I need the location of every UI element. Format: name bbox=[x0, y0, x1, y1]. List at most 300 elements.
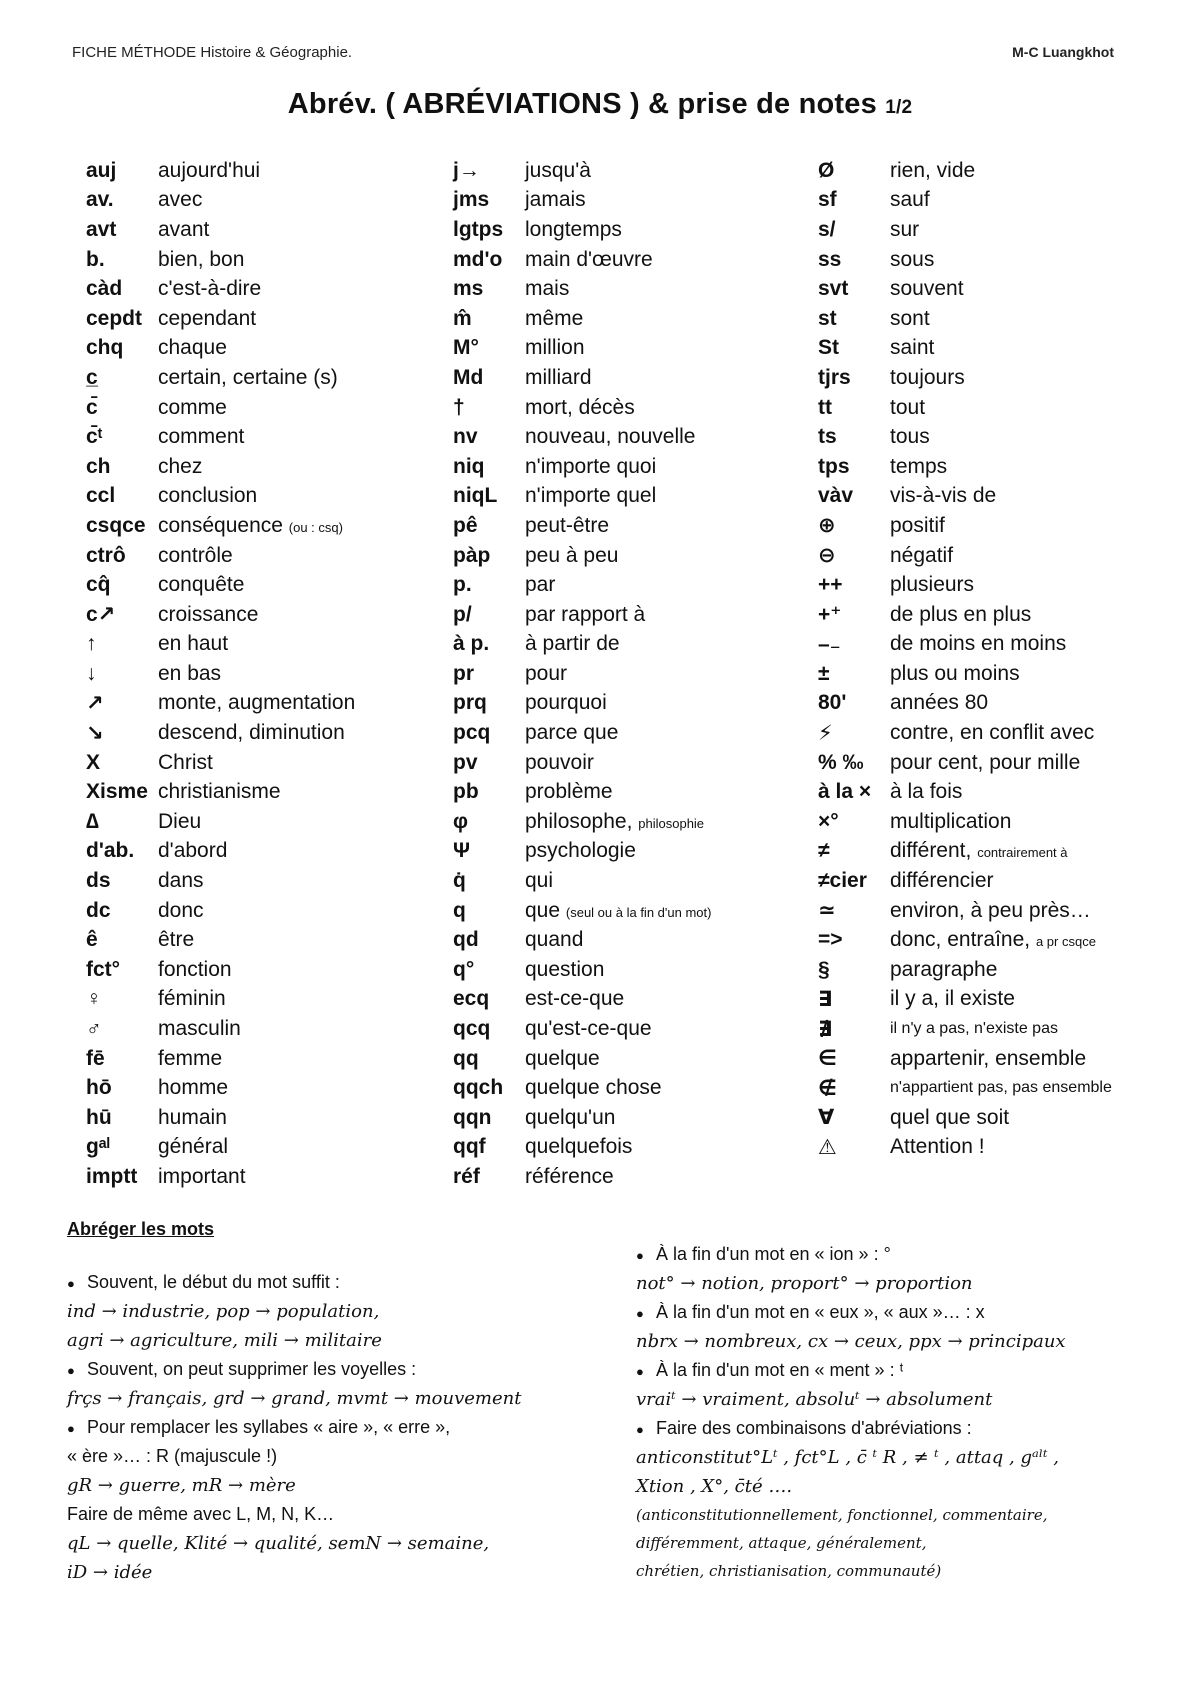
abbr-row bbox=[453, 896, 711, 926]
abbr-symbol: ♂ bbox=[86, 1017, 102, 1041]
abbr-meaning bbox=[890, 839, 1068, 863]
abbr-meaning-text: fonction bbox=[158, 957, 232, 981]
rule-line bbox=[67, 1355, 607, 1384]
abbr-symbol: ∆ bbox=[86, 809, 99, 833]
abbr-symbol: à la × bbox=[818, 780, 872, 804]
abbr-meaning bbox=[158, 839, 227, 863]
abbr-meaning bbox=[890, 1079, 1112, 1097]
abbr-row bbox=[818, 955, 1112, 985]
abbr-meaning-text: homme bbox=[158, 1076, 229, 1100]
abbr-row bbox=[453, 274, 711, 304]
notes-left bbox=[67, 1268, 607, 1587]
abbr-meaning bbox=[525, 958, 604, 982]
abbr-symbol: Ψ bbox=[453, 839, 470, 863]
abbr-row bbox=[453, 1044, 711, 1074]
abbr-meaning-text: parce que bbox=[525, 721, 619, 745]
abbr-symbol: svt bbox=[818, 277, 849, 301]
abbr-meaning bbox=[158, 1076, 228, 1100]
abbr-symbol: nv bbox=[453, 425, 478, 449]
abbr-row bbox=[818, 452, 1112, 482]
abbr-meaning-text: quelque bbox=[525, 1046, 600, 1070]
abbr-row bbox=[453, 807, 711, 837]
abbr-row bbox=[818, 807, 1112, 837]
abbr-symbol: p/ bbox=[453, 602, 472, 626]
abbr-row bbox=[86, 689, 355, 719]
abbr-symbol: ccl bbox=[86, 484, 116, 508]
abbr-column-2 bbox=[453, 156, 711, 1192]
abbr-meaning-text: avec bbox=[158, 188, 203, 212]
abbr-meaning-text: tout bbox=[890, 395, 926, 419]
abbr-meaning bbox=[158, 307, 256, 331]
abbr-meaning bbox=[525, 1106, 615, 1130]
abbr-symbol: Ø bbox=[818, 158, 835, 182]
abbr-meaning-text: quand bbox=[525, 928, 584, 952]
abbr-meaning bbox=[525, 869, 553, 893]
abbr-meaning-text: pourquoi bbox=[525, 691, 607, 715]
abbr-row bbox=[818, 659, 1112, 689]
abbr-symbol: tt bbox=[818, 395, 832, 419]
abbr-symbol: jms bbox=[453, 188, 490, 212]
title-main: Abrév. ( ABRÉVIATIONS ) & prise de notes bbox=[287, 88, 877, 120]
abbr-symbol: q̇ bbox=[453, 869, 466, 893]
abbr-meaning-text: différent, bbox=[890, 839, 972, 863]
abbr-symbol: fct° bbox=[86, 957, 121, 981]
abbr-row bbox=[818, 363, 1112, 393]
abbr-symbol: ↘ bbox=[86, 721, 104, 745]
abbr-meaning bbox=[525, 1017, 652, 1041]
abbr-symbol: c̄ᵗ bbox=[86, 425, 103, 449]
abbr-row bbox=[453, 482, 711, 512]
abbr-meaning bbox=[158, 603, 258, 627]
abbr-meaning-text: n'appartient pas, pas ensemble bbox=[890, 1079, 1112, 1097]
abbr-meaning-text: christianisme bbox=[158, 780, 281, 804]
bullet-icon: ● bbox=[636, 1364, 644, 1379]
abbr-row bbox=[86, 748, 355, 778]
abbr-meaning-text: qu'est-ce-que bbox=[525, 1017, 652, 1041]
abbr-symbol: ⊖ bbox=[818, 544, 836, 568]
abbr-meaning bbox=[525, 218, 622, 242]
abbr-symbol: % ‰ bbox=[818, 750, 864, 774]
abbr-symbol: ch bbox=[86, 454, 111, 478]
abbr-row bbox=[86, 304, 355, 334]
abbr-meaning-text: féminin bbox=[158, 987, 226, 1011]
abbr-row bbox=[453, 1103, 711, 1133]
abbr-symbol: vàv bbox=[818, 484, 854, 508]
abbr-meaning-text: souvent bbox=[890, 277, 964, 301]
abbr-symbol: ↓ bbox=[86, 661, 97, 685]
abbr-meaning bbox=[525, 544, 618, 568]
abbr-meaning-text: question bbox=[525, 957, 605, 981]
abbr-meaning-text: général bbox=[158, 1135, 229, 1159]
abbr-symbol: p. bbox=[453, 573, 472, 597]
abbr-meaning-text: temps bbox=[890, 454, 948, 478]
abbr-symbol: ecq bbox=[453, 987, 490, 1011]
abbr-symbol: ⚡ bbox=[818, 721, 833, 745]
abbr-symbol: ⊕ bbox=[818, 514, 836, 538]
abbr-meaning-text: sous bbox=[890, 247, 935, 271]
abbr-meaning bbox=[525, 425, 695, 449]
abbr-meaning-text: milliard bbox=[525, 365, 592, 389]
abbr-symbol: qcq bbox=[453, 1017, 491, 1041]
abbr-row bbox=[818, 837, 1112, 867]
rule-line: « ère »… : R (majuscule !) bbox=[67, 1446, 278, 1466]
abbr-row bbox=[818, 748, 1112, 778]
rule-text: Souvent, le début du mot suffit : bbox=[87, 1272, 340, 1292]
abbr-symbol: md'o bbox=[453, 247, 503, 271]
abbr-symbol: j→ bbox=[453, 158, 480, 182]
abbr-meaning bbox=[525, 691, 607, 715]
abbr-row bbox=[453, 1133, 711, 1163]
abbr-row bbox=[86, 393, 355, 423]
abbr-row bbox=[818, 600, 1112, 630]
rule-line bbox=[67, 1268, 607, 1297]
abbr-meaning bbox=[890, 603, 1031, 627]
abbr-row bbox=[86, 274, 355, 304]
abbr-meaning bbox=[525, 632, 620, 656]
abbr-row bbox=[86, 837, 355, 867]
abbr-row bbox=[86, 866, 355, 896]
abbr-meaning bbox=[158, 1047, 222, 1071]
example-line: vraiᵗ → vraiment, absoluᵗ → absolument bbox=[636, 1389, 993, 1410]
rule-line bbox=[636, 1298, 1156, 1327]
example-line: anticonstitut°Lᵗ , fct°L , c̄ ᵗ R , ≠ ᵗ , attaq , gᵃˡᵗ , bbox=[636, 1447, 1059, 1468]
abbr-meaning-text: tous bbox=[890, 425, 930, 449]
abbr-column-3 bbox=[818, 156, 1112, 1162]
abbr-row bbox=[818, 393, 1112, 423]
abbr-meaning-text: même bbox=[525, 306, 584, 330]
abbr-symbol: ± bbox=[818, 661, 830, 685]
example-line: gR → guerre, mR → mère bbox=[67, 1475, 296, 1496]
abbr-meaning-text: de moins en moins bbox=[890, 632, 1067, 656]
abbr-row bbox=[453, 570, 711, 600]
abbr-meaning-text: donc bbox=[158, 898, 204, 922]
abbr-symbol: ds bbox=[86, 869, 111, 893]
abbr-meaning-text: négatif bbox=[890, 543, 954, 567]
abbr-meaning-text: masculin bbox=[158, 1017, 241, 1041]
abbr-meaning-text: en bas bbox=[158, 661, 222, 685]
abbr-symbol: ctrô bbox=[86, 543, 126, 567]
abbr-symbol: ↗ bbox=[86, 691, 104, 715]
abbr-symbol: av. bbox=[86, 188, 114, 212]
abbr-row bbox=[453, 186, 711, 216]
abbr-meaning-text: conclusion bbox=[158, 484, 258, 508]
abbr-row bbox=[818, 245, 1112, 275]
abbr-symbol: fē bbox=[86, 1046, 105, 1070]
abbr-meaning-text: paragraphe bbox=[890, 957, 998, 981]
abbr-row bbox=[818, 541, 1112, 571]
abbr-meaning-text: plus ou moins bbox=[890, 661, 1020, 685]
abbr-row bbox=[86, 215, 355, 245]
abbr-symbol: ≠ bbox=[818, 839, 830, 863]
abbr-meaning bbox=[158, 188, 202, 212]
header-right: M-C Luangkhot bbox=[1012, 44, 1114, 60]
abbr-row bbox=[453, 748, 711, 778]
abbr-meaning-text: en haut bbox=[158, 632, 229, 656]
abbr-meaning-text: vis-à-vis de bbox=[890, 484, 997, 508]
abbr-meaning bbox=[890, 1106, 1009, 1130]
abbr-meaning bbox=[158, 987, 226, 1011]
abbr-row bbox=[86, 482, 355, 512]
abbr-meaning bbox=[158, 544, 233, 568]
abbr-row bbox=[86, 245, 355, 275]
bullet-icon: ● bbox=[636, 1422, 644, 1437]
abbr-symbol: b. bbox=[86, 247, 105, 271]
abbr-symbol: qq bbox=[453, 1046, 479, 1070]
abbr-row bbox=[453, 304, 711, 334]
abbr-row bbox=[86, 807, 355, 837]
abbr-meaning-text: million bbox=[525, 336, 585, 360]
abbr-symbol: réf bbox=[453, 1164, 480, 1188]
abbr-meaning bbox=[525, 751, 594, 775]
abbr-symbol: chq bbox=[86, 336, 124, 360]
abbr-note: philosophie bbox=[638, 815, 705, 831]
abbr-meaning bbox=[158, 277, 261, 301]
abbr-meaning bbox=[890, 484, 996, 508]
abbr-symbol: +⁺ bbox=[818, 603, 842, 627]
abbr-symbol: prq bbox=[453, 691, 487, 715]
abbr-row bbox=[86, 1044, 355, 1074]
abbr-row bbox=[818, 304, 1112, 334]
rule-text: Souvent, on peut supprimer les voyelles : bbox=[87, 1359, 417, 1379]
abbr-meaning-text: peut-être bbox=[525, 513, 610, 537]
abbr-meaning bbox=[890, 455, 947, 479]
example-line: qL → quelle, Klité → qualité, semN → semaine, bbox=[67, 1533, 490, 1554]
abbr-row bbox=[818, 422, 1112, 452]
abbr-meaning-text: conquête bbox=[158, 573, 245, 597]
abbr-meaning-text: il y a, il existe bbox=[890, 987, 1015, 1011]
abbr-symbol: q° bbox=[453, 957, 475, 981]
abbr-meaning-text: jusqu'à bbox=[525, 158, 591, 182]
abbr-meaning-text: c'est-à-dire bbox=[158, 277, 262, 301]
example-line: iD → idée bbox=[67, 1562, 153, 1583]
abbr-meaning-text: conséquence bbox=[158, 513, 283, 537]
abbr-meaning bbox=[890, 751, 1080, 775]
abbr-row bbox=[818, 896, 1112, 926]
abbr-meaning bbox=[158, 721, 345, 745]
example-line: Xtion , X°, c̄té …. bbox=[636, 1476, 793, 1497]
abbr-symbol: ∄ bbox=[818, 1017, 833, 1041]
abbr-meaning bbox=[525, 839, 636, 863]
example-line: (anticonstitutionnellement, fonctionnel, commentaire, bbox=[636, 1506, 1048, 1524]
abbr-meaning-text: quelqu'un bbox=[525, 1105, 616, 1129]
abbr-meaning bbox=[525, 1047, 600, 1071]
abbr-meaning bbox=[525, 1135, 632, 1159]
abbr-row bbox=[86, 570, 355, 600]
abbr-meaning-text: philosophe, bbox=[525, 809, 633, 833]
abbr-meaning-text: toujours bbox=[890, 365, 965, 389]
abbr-row bbox=[453, 1162, 711, 1192]
abbr-row bbox=[818, 630, 1112, 660]
abbr-row bbox=[86, 985, 355, 1015]
example-line: ind → industrie, pop → population, bbox=[67, 1301, 380, 1322]
abbr-meaning bbox=[890, 248, 934, 272]
abbr-symbol: c̲ bbox=[86, 365, 98, 389]
abbr-symbol: qqf bbox=[453, 1135, 486, 1159]
abbr-meaning bbox=[890, 780, 962, 804]
abbr-symbol: pàp bbox=[453, 543, 491, 567]
abbr-row bbox=[818, 1133, 1112, 1163]
abbr-row bbox=[453, 215, 711, 245]
abbr-row bbox=[818, 511, 1112, 541]
abbr-meaning-text: problème bbox=[525, 780, 613, 804]
abbr-row bbox=[86, 1103, 355, 1133]
abbr-meaning bbox=[158, 780, 281, 804]
bullet-icon: ● bbox=[67, 1421, 75, 1436]
abbr-meaning bbox=[890, 810, 1011, 834]
abbr-row bbox=[86, 1162, 355, 1192]
abbr-meaning-text: peu à peu bbox=[525, 543, 619, 567]
abbr-column-1 bbox=[86, 156, 355, 1192]
abbr-meaning bbox=[890, 544, 953, 568]
abbr-meaning bbox=[890, 958, 997, 982]
abbr-meaning-text: positif bbox=[890, 513, 945, 537]
abbr-note: (ou : csq) bbox=[288, 519, 343, 535]
abbr-meaning bbox=[525, 307, 583, 331]
abbr-meaning-text: n'importe quoi bbox=[525, 454, 657, 478]
abbr-meaning-text: quel que soit bbox=[890, 1105, 1010, 1129]
abbr-meaning-text: aujourd'hui bbox=[158, 158, 261, 182]
abbr-meaning bbox=[525, 603, 645, 627]
abbr-row bbox=[818, 777, 1112, 807]
abbr-symbol: tjrs bbox=[818, 365, 851, 389]
rule-text: Pour remplacer les syllabes « aire », « erre », bbox=[87, 1417, 451, 1437]
abbr-row bbox=[86, 630, 355, 660]
abbr-meaning-text: quelquefois bbox=[525, 1135, 633, 1159]
abbr-row bbox=[86, 600, 355, 630]
abbr-symbol: auj bbox=[86, 158, 117, 182]
abbr-meaning-text: mort, décès bbox=[525, 395, 635, 419]
abbr-symbol: –₋ bbox=[818, 632, 841, 656]
abbr-row bbox=[453, 600, 711, 630]
abbr-row bbox=[453, 925, 711, 955]
abbr-meaning bbox=[158, 1106, 227, 1130]
abbr-meaning bbox=[158, 514, 343, 538]
abbr-row bbox=[453, 422, 711, 452]
abbr-symbol: c↗ bbox=[86, 603, 116, 627]
abbr-meaning-text: sauf bbox=[890, 188, 930, 212]
abbr-meaning bbox=[158, 928, 194, 952]
abbr-row bbox=[818, 985, 1112, 1015]
abbr-meaning bbox=[890, 987, 1015, 1011]
abbr-symbol: pv bbox=[453, 750, 478, 774]
abbr-meaning-text: Dieu bbox=[158, 809, 202, 833]
bullet-icon: ● bbox=[67, 1363, 75, 1378]
abbr-symbol: St bbox=[818, 336, 839, 360]
abbr-meaning-text: il n'y a pas, n'existe pas bbox=[890, 1020, 1058, 1038]
header-left: FICHE MÉTHODE Histoire & Géographie. bbox=[72, 44, 353, 61]
abbr-meaning-text: avant bbox=[158, 217, 210, 241]
example-line: frçs → français, grd → grand, mvmt → mouvement bbox=[67, 1388, 522, 1409]
abbr-row bbox=[86, 955, 355, 985]
abbr-meaning bbox=[525, 514, 609, 538]
abbr-row bbox=[453, 837, 711, 867]
abbr-meaning bbox=[525, 277, 569, 301]
bullet-icon: ● bbox=[636, 1248, 644, 1263]
abbr-meaning bbox=[890, 396, 925, 420]
abbr-symbol: φ bbox=[453, 809, 469, 833]
abbr-row bbox=[86, 777, 355, 807]
abbr-symbol: ♀ bbox=[86, 987, 102, 1011]
abbr-meaning bbox=[158, 455, 202, 479]
abbr-meaning-text: par rapport à bbox=[525, 602, 646, 626]
abbr-meaning bbox=[525, 366, 592, 390]
abbr-meaning bbox=[890, 573, 974, 597]
abbr-meaning-text: chez bbox=[158, 454, 203, 478]
abbr-meaning-text: pour cent, pour mille bbox=[890, 750, 1081, 774]
abbr-meaning bbox=[158, 425, 244, 449]
abbr-note: (seul ou à la fin d'un mot) bbox=[565, 904, 712, 920]
abbr-row bbox=[453, 866, 711, 896]
abbr-meaning-text: saint bbox=[890, 336, 935, 360]
abbr-meaning bbox=[158, 1017, 241, 1041]
abbr-meaning bbox=[525, 928, 583, 952]
abbr-symbol: à p. bbox=[453, 632, 490, 656]
abbr-meaning-text: à la fois bbox=[890, 780, 963, 804]
abbr-meaning-text: à partir de bbox=[525, 632, 620, 656]
abbr-symbol: imptt bbox=[86, 1164, 138, 1188]
abbr-row bbox=[818, 482, 1112, 512]
abbr-meaning bbox=[158, 396, 227, 420]
abbr-row bbox=[818, 718, 1112, 748]
abbr-symbol: ≃ bbox=[818, 899, 836, 923]
bullet-icon: ● bbox=[67, 1276, 75, 1291]
abbr-row bbox=[453, 659, 711, 689]
abbr-row bbox=[818, 925, 1112, 955]
abbr-symbol: Md bbox=[453, 365, 484, 389]
abbr-symbol: hō bbox=[86, 1076, 112, 1100]
abbr-meaning bbox=[158, 691, 355, 715]
abbr-meaning-text: important bbox=[158, 1164, 246, 1188]
abbr-row bbox=[86, 452, 355, 482]
abbr-meaning-text: pour bbox=[525, 661, 568, 685]
abbr-meaning bbox=[890, 188, 930, 212]
abbr-meaning-text: multiplication bbox=[890, 809, 1012, 833]
abbr-row bbox=[86, 334, 355, 364]
abbr-meaning-text: psychologie bbox=[525, 839, 636, 863]
abbr-meaning bbox=[525, 899, 711, 923]
abbr-row bbox=[86, 1073, 355, 1103]
abbr-row bbox=[453, 1014, 711, 1044]
abbr-meaning bbox=[525, 1076, 662, 1100]
abbr-symbol: ∀ bbox=[818, 1106, 835, 1130]
abbr-meaning-text: environ, à peu près… bbox=[890, 898, 1091, 922]
abbr-meaning-text: Attention ! bbox=[890, 1135, 985, 1159]
abbr-meaning-text: descend, diminution bbox=[158, 721, 345, 745]
abbr-meaning bbox=[525, 721, 618, 745]
abbr-meaning bbox=[890, 277, 964, 301]
abbr-row bbox=[453, 1073, 711, 1103]
abbr-meaning-text: humain bbox=[158, 1105, 227, 1129]
abbr-meaning-text: est-ce-que bbox=[525, 987, 625, 1011]
abbr-meaning-text: main d'œuvre bbox=[525, 247, 653, 271]
abbr-row bbox=[86, 896, 355, 926]
abbr-symbol: qqn bbox=[453, 1105, 492, 1129]
abbr-symbol: ∈ bbox=[818, 1047, 837, 1071]
abbr-meaning-text: sur bbox=[890, 217, 920, 241]
abbr-row bbox=[453, 511, 711, 541]
abbr-symbol: tps bbox=[818, 454, 850, 478]
abbr-row bbox=[818, 1044, 1112, 1074]
abbr-row bbox=[818, 866, 1112, 896]
abbr-meaning bbox=[158, 218, 209, 242]
abbr-meaning-text: appartenir, ensemble bbox=[890, 1046, 1087, 1070]
abbr-symbol: q bbox=[453, 898, 466, 922]
abbr-meaning bbox=[525, 336, 585, 360]
abbr-meaning bbox=[890, 307, 930, 331]
abbr-meaning bbox=[158, 810, 201, 834]
abbr-meaning-text: que bbox=[525, 898, 561, 922]
abbr-meaning bbox=[158, 1135, 228, 1159]
